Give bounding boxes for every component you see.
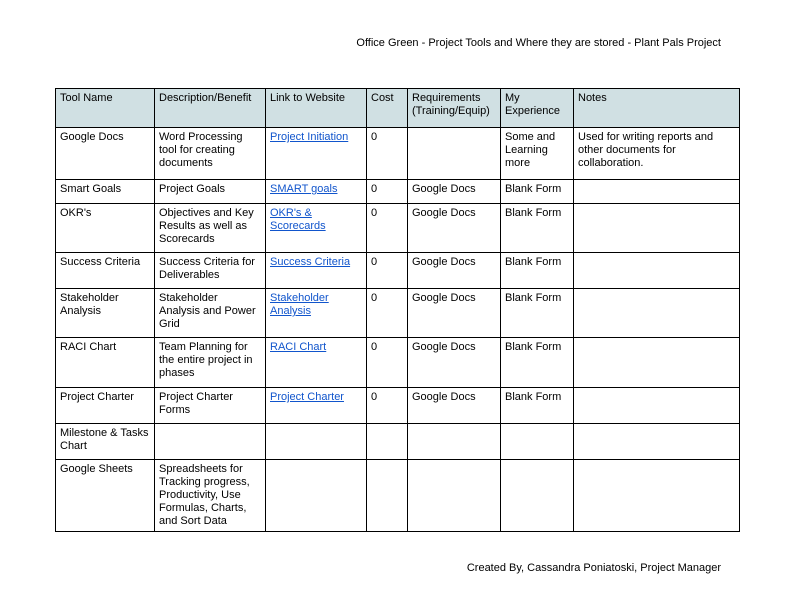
cell-link [266, 424, 367, 460]
cell-notes [574, 388, 740, 424]
document-footer: Created By, Cassandra Poniatoski, Project Manager [466, 562, 721, 574]
cell-experience [501, 460, 574, 532]
cell-tool-name: OKR's [56, 204, 155, 253]
cell-notes [574, 424, 740, 460]
cell-link [266, 128, 367, 180]
column-header-tool-name: Tool Name [56, 89, 155, 128]
column-header-link: Link to Website [266, 89, 367, 128]
cell-description: Project Goals [155, 180, 266, 204]
table-row [56, 204, 740, 253]
column-header-cost: Cost [367, 89, 408, 128]
table-row [56, 338, 740, 388]
document-title: Office Green - Project Tools and Where they are stored - Plant Pals Project [356, 37, 721, 49]
website-link[interactable]: Project Charter [270, 391, 344, 403]
cell-cost [367, 460, 408, 532]
cell-experience: Blank Form [501, 289, 574, 338]
cell-notes [574, 253, 740, 289]
cell-tool-name: RACI Chart [56, 338, 155, 388]
cell-cost [367, 424, 408, 460]
table-row [56, 128, 740, 180]
cell-link [266, 338, 367, 388]
website-link[interactable]: Stakeholder Analysis [270, 292, 329, 317]
column-header-description: Description/Benefit [155, 89, 266, 128]
cell-notes [574, 460, 740, 532]
cell-tool-name: Milestone & Tasks Chart [56, 424, 155, 460]
column-header-requirements: Requirements (Training/Equip) [408, 89, 501, 128]
website-link[interactable]: OKR's & Scorecards [270, 207, 326, 232]
cell-link [266, 289, 367, 338]
cell-cost: 0 [367, 338, 408, 388]
cell-description: Success Criteria for Deliverables [155, 253, 266, 289]
cell-tool-name: Google Sheets [56, 460, 155, 532]
cell-cost: 0 [367, 289, 408, 338]
cell-notes: Used for writing reports and other documents for collaboration. [574, 128, 740, 180]
cell-link [266, 460, 367, 532]
cell-cost: 0 [367, 128, 408, 180]
cell-description: Team Planning for the entire project in phases [155, 338, 266, 388]
cell-requirements: Google Docs [408, 289, 501, 338]
cell-tool-name: Project Charter [56, 388, 155, 424]
cell-notes [574, 204, 740, 253]
cell-requirements: Google Docs [408, 253, 501, 289]
cell-requirements [408, 424, 501, 460]
cell-requirements: Google Docs [408, 388, 501, 424]
cell-experience [501, 424, 574, 460]
cell-cost: 0 [367, 388, 408, 424]
project-tools-table [55, 88, 740, 532]
website-link[interactable]: Success Criteria [270, 256, 351, 268]
website-link[interactable]: RACI Chart [270, 341, 327, 353]
cell-experience: Blank Form [501, 388, 574, 424]
website-link[interactable]: Project Initiation [270, 131, 349, 143]
cell-experience: Blank Form [501, 338, 574, 388]
cell-tool-name: Google Docs [56, 128, 155, 180]
cell-notes [574, 180, 740, 204]
cell-requirements: Google Docs [408, 204, 501, 253]
table-header-row [56, 89, 740, 128]
cell-notes [574, 289, 740, 338]
cell-link [266, 253, 367, 289]
cell-description: Stakeholder Analysis and Power Grid [155, 289, 266, 338]
table-row [56, 460, 740, 532]
cell-link [266, 204, 367, 253]
cell-requirements [408, 460, 501, 532]
cell-description [155, 424, 266, 460]
cell-experience: Blank Form [501, 253, 574, 289]
cell-experience: Some and Learning more [501, 128, 574, 180]
table-row [56, 424, 740, 460]
cell-experience: Blank Form [501, 204, 574, 253]
column-header-notes: Notes [574, 89, 740, 128]
cell-cost: 0 [367, 180, 408, 204]
table-row [56, 180, 740, 204]
cell-requirements: Google Docs [408, 180, 501, 204]
cell-cost: 0 [367, 204, 408, 253]
cell-notes [574, 338, 740, 388]
cell-cost: 0 [367, 253, 408, 289]
cell-tool-name: Stakeholder Analysis [56, 289, 155, 338]
cell-requirements: Google Docs [408, 338, 501, 388]
cell-tool-name: Success Criteria [56, 253, 155, 289]
column-header-experience: My Experience [501, 89, 574, 128]
table-row [56, 388, 740, 424]
cell-experience: Blank Form [501, 180, 574, 204]
table-row [56, 253, 740, 289]
cell-description: Spreadsheets for Tracking progress, Productivity, Use Formulas, Charts, and Sort Data [155, 460, 266, 532]
cell-link [266, 180, 367, 204]
cell-link [266, 388, 367, 424]
cell-description: Objectives and Key Results as well as Scorecards [155, 204, 266, 253]
cell-description: Word Processing tool for creating documents [155, 128, 266, 180]
table-row [56, 289, 740, 338]
cell-tool-name: Smart Goals [56, 180, 155, 204]
cell-description: Project Charter Forms [155, 388, 266, 424]
cell-requirements [408, 128, 501, 180]
website-link[interactable]: SMART goals [270, 183, 338, 195]
